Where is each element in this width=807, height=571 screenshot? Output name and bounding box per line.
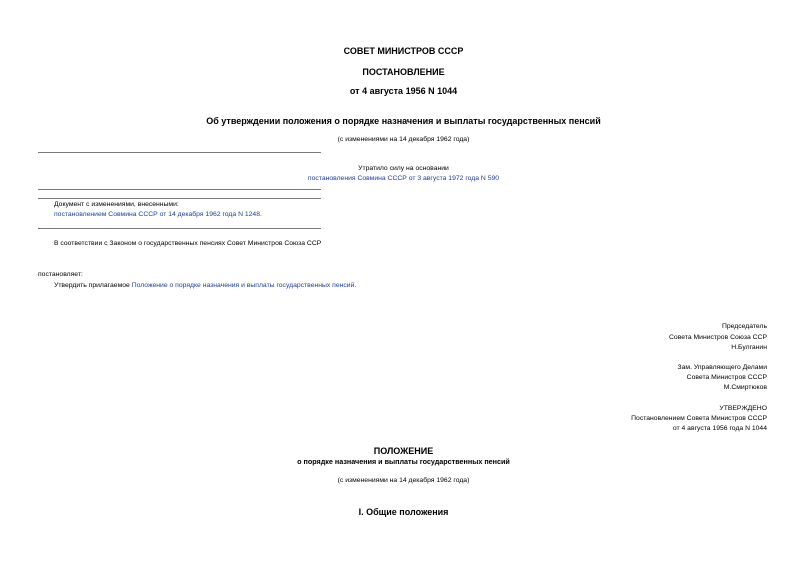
approve-prefix: Утвердить прилагаемое	[54, 282, 130, 289]
document-title: Об утверждении положения о порядке назначения и выплаты государственных пенсий	[206, 116, 601, 126]
approve-paragraph	[54, 282, 356, 289]
resolves-word: постановляет:	[38, 271, 83, 278]
approval-date: от 4 августа 1956 года N 1044	[672, 425, 767, 432]
document-type: ПОСТАНОВЛЕНИЕ	[362, 67, 445, 77]
signatory-title: Председатель	[722, 323, 767, 330]
preamble: В соответствии с Законом о государственных пенсиях Совет Министров Союза ССР	[54, 240, 322, 247]
annulled-note: Утратило силу на основании	[358, 165, 449, 172]
issuing-authority: СОВЕТ МИНИСТРОВ СССР	[343, 46, 464, 56]
countersigner-name: М.Смиртюков	[723, 384, 767, 391]
divider	[38, 152, 321, 153]
regulation-title: ПОЛОЖЕНИЕ	[373, 446, 434, 456]
signatory-name: Н.Булганин	[731, 344, 767, 351]
regulation-subtitle: о порядке назначения и выплаты государственных пенсий	[297, 457, 510, 466]
approval-authority: Постановлением Совета Министров СССР	[631, 415, 767, 422]
amending-act-link[interactable]: постановлением Совмина СССР от 14 декабря 1962 года N 1248.	[54, 211, 262, 218]
countersigner-title: Зам. Управляющего Делами	[677, 364, 767, 371]
section-heading: I. Общие положения	[358, 507, 449, 517]
divider	[38, 228, 321, 229]
amendments-note: (с изменениями на 14 декабря 1962 года)	[337, 136, 470, 143]
regulation-link[interactable]: Положение о порядке назначения и выплаты государственных пенсий.	[131, 282, 357, 289]
divider	[38, 198, 321, 199]
changes-note: Документ с изменениями, внесенными:	[54, 201, 179, 208]
annulling-act-link[interactable]: постановления Совмина СССР от 3 августа 1972 года N 590	[307, 175, 500, 182]
regulation-amendments-note: (с изменениями на 14 декабря 1962 года)	[337, 477, 470, 484]
signatory-body: Совета Министров Союза ССР	[669, 334, 767, 341]
document-date: от 4 августа 1956 N 1044	[349, 86, 458, 96]
approval-label: УТВЕРЖДЕНО	[719, 405, 767, 412]
divider	[38, 189, 321, 190]
countersigner-body: Совета Министров СССР	[686, 374, 767, 381]
